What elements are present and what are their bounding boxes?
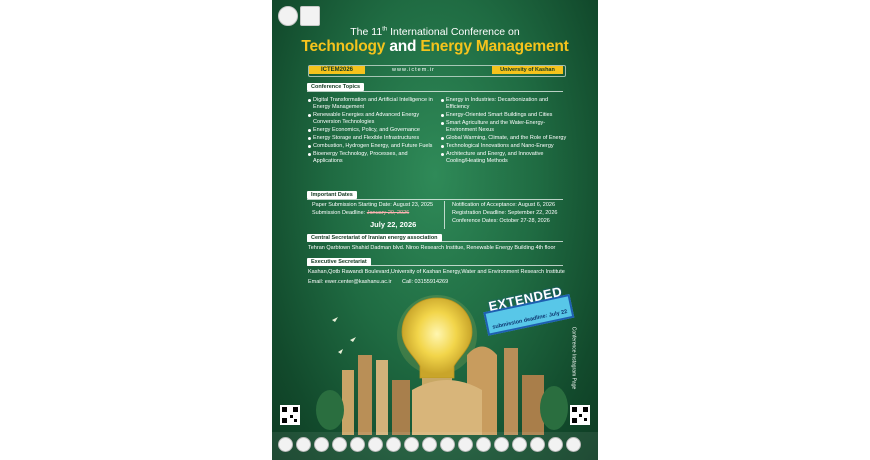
submission-start-date: Paper Submission Starting Date: August 23, 2025 bbox=[312, 202, 434, 208]
sponsor-logo-icon bbox=[512, 437, 527, 452]
sponsor-logo-icon bbox=[566, 437, 581, 452]
conference-dates: Conference Dates: October 27-28, 2026 bbox=[452, 218, 550, 224]
sponsor-logo-icon bbox=[404, 437, 419, 452]
submission-deadline: Submission Deadline: January 20, 2026 bbox=[312, 210, 410, 216]
sponsor-logo-icon bbox=[314, 437, 329, 452]
sponsor-logo-icon bbox=[386, 437, 401, 452]
venue-badge: University of Kashan bbox=[492, 66, 563, 74]
list-item: Renewable Energies and Advanced Energy Conversion Technologies bbox=[308, 112, 438, 126]
divider bbox=[307, 91, 563, 92]
sponsor-logo-icon bbox=[458, 437, 473, 452]
conference-title-line1: The 11th International Conference on bbox=[350, 26, 520, 38]
central-secretariat-heading: Central Secretariat of Iranian energy association bbox=[307, 234, 442, 242]
association-logo-icon bbox=[300, 6, 320, 26]
new-deadline: July 22, 2026 bbox=[370, 220, 417, 229]
executive-secretariat-heading: Executive Secretariat bbox=[307, 258, 371, 266]
list-item: Combustion, Hydrogen Energy, and Future Fuels bbox=[308, 143, 438, 150]
dates-heading: Important Dates bbox=[307, 191, 357, 199]
telegram-qr-code[interactable] bbox=[280, 405, 300, 425]
sponsor-logo-icon bbox=[440, 437, 455, 452]
old-deadline: January 20, 2026 bbox=[366, 210, 410, 216]
executive-secretariat-address: Kashan,Qotb Rawandi Boulevard,University of Kashan Energy,Water and Environment Research Institute bbox=[308, 269, 565, 275]
topics-left-column bbox=[308, 97, 438, 166]
list-item: Digital Transformation and Artificial Intelligence in Energy Management bbox=[308, 97, 438, 111]
central-secretariat-address: Tehran Qarbtown Shahid Dadman blvd. Niroo Research Institue, Renewable Energy Building 4th floor bbox=[308, 245, 556, 251]
topics-right-column bbox=[441, 97, 571, 166]
sponsor-logo-icon bbox=[332, 437, 347, 452]
registration-deadline: Registration Deadline: September 22, 2026 bbox=[452, 210, 558, 216]
list-item: Energy Economics, Policy, and Governance bbox=[308, 127, 438, 134]
list-item: Bioenergy Technology, Processes, and Applications bbox=[308, 151, 438, 165]
instagram-page-label: Conference Instagram Page bbox=[570, 326, 577, 390]
conference-title-line2: Technology and Energy Management bbox=[301, 38, 569, 55]
sponsor-logo-icon bbox=[278, 437, 293, 452]
conference-poster bbox=[262, 0, 598, 460]
telegram-channel-label: Conference Telegram Channel bbox=[262, 324, 269, 392]
list-item: Energy in Industries: Decarbonization and Efficiency bbox=[441, 97, 571, 111]
contact-email[interactable]: Email: ewer.center@kashanu.ac.ir bbox=[308, 279, 392, 285]
list-item: Global Warming, Climate, and the Role of Energy bbox=[441, 135, 571, 142]
list-item: Technological Innovations and Nano-Energy bbox=[441, 143, 571, 150]
sponsor-logo-icon bbox=[530, 437, 545, 452]
sponsor-logo-icon bbox=[494, 437, 509, 452]
sponsor-logo-icon bbox=[476, 437, 491, 452]
stamp-word: EXTENDED bbox=[487, 283, 564, 314]
topics-heading: Conference Topics bbox=[307, 83, 364, 91]
list-item: Architecture and Energy, and Innovative Cooling/Heating Methods bbox=[441, 151, 571, 165]
university-logo-icon bbox=[278, 6, 298, 26]
divider bbox=[444, 201, 445, 229]
sponsor-logo-icon bbox=[368, 437, 383, 452]
website-link[interactable]: www.ictem.ir bbox=[392, 67, 435, 73]
notification-date: Notification of Acceptance: August 6, 2026 bbox=[452, 202, 556, 208]
stamp-subtitle: submission deadline: July 22 bbox=[491, 308, 568, 331]
contact-phone: Call: 03155914269 bbox=[402, 279, 449, 285]
instagram-qr-code[interactable] bbox=[570, 405, 590, 425]
acronym-badge: ICTEM2026 bbox=[309, 66, 365, 74]
list-item: Energy-Oriented Smart Buildings and Cities bbox=[441, 112, 571, 119]
sponsor-logo-icon bbox=[422, 437, 437, 452]
sponsor-logo-icon bbox=[350, 437, 365, 452]
sponsor-logo-icon bbox=[296, 437, 311, 452]
list-item: Smart Agriculture and the Water-Energy-Environment Nexus bbox=[441, 120, 571, 134]
divider bbox=[307, 199, 563, 200]
sponsor-logo-icon bbox=[548, 437, 563, 452]
list-item: Energy Storage and Flexible Infrastructures bbox=[308, 135, 438, 142]
